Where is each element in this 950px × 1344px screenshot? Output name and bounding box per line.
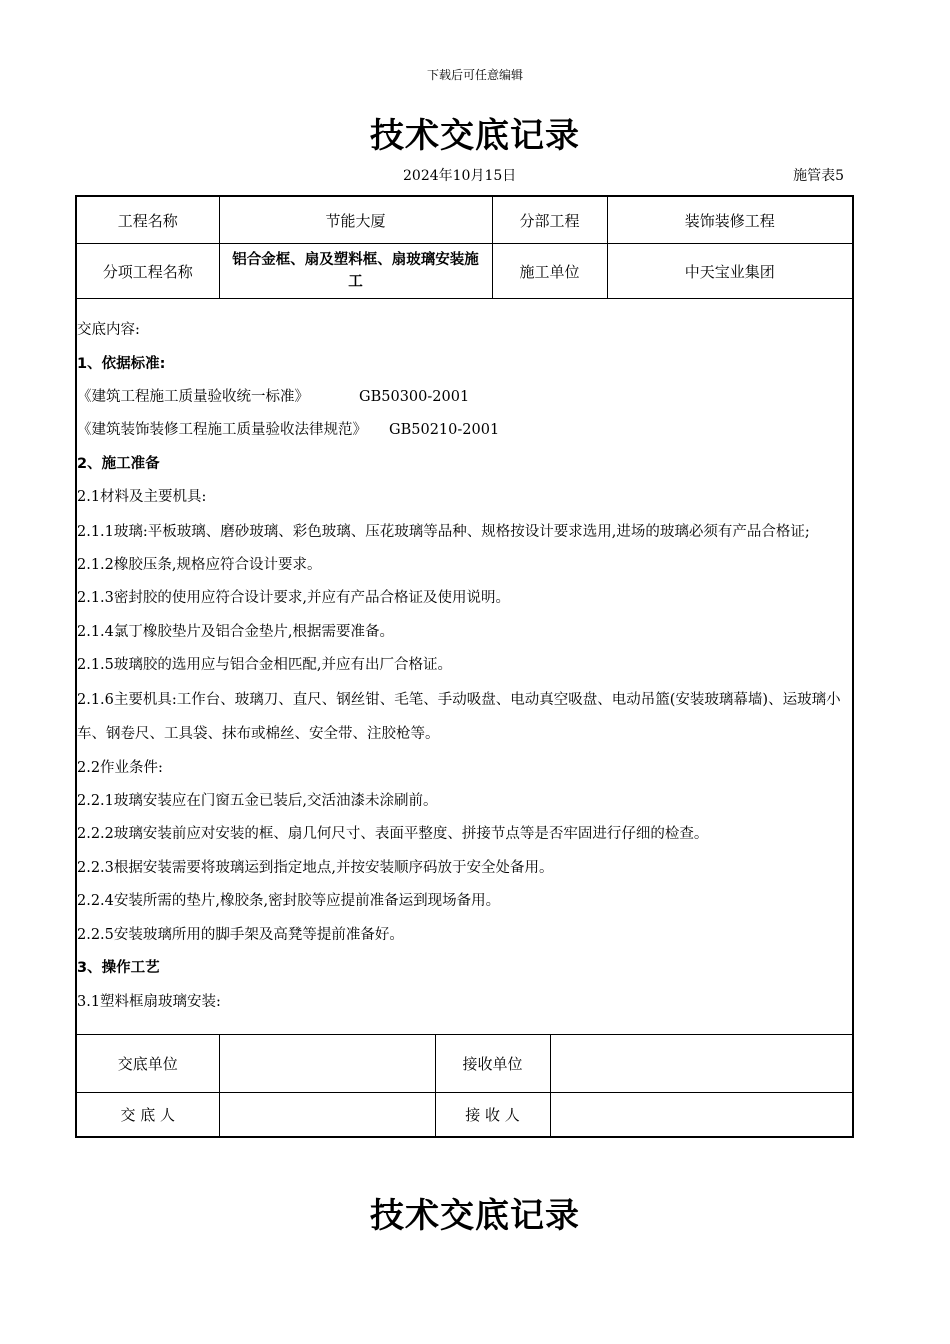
handover-content	[76, 299, 853, 1035]
document-date: 2024年10月15日	[403, 168, 517, 184]
standard-item-2	[77, 414, 852, 447]
division-label-text: 分部工程	[519, 211, 580, 230]
handover-person-label: 交 底 人	[76, 1093, 219, 1138]
standard-code: GB50300-2001	[359, 388, 470, 405]
paragraph: 2.2.2玻璃安装前应对安装的框、扇几何尺寸、表面平整度、拼接节点等是否牢固进行仔细的检查。	[77, 826, 709, 843]
receiver-person-value[interactable]	[550, 1093, 853, 1138]
standard-code: GB50210-2001	[389, 422, 500, 439]
project-name-label: 工程名称	[76, 196, 219, 244]
paragraph: 2.2.4安装所需的垫片,橡胶条,密封胶等应提前准备运到现场备用。	[77, 893, 501, 910]
document-title: 技术交底记录	[370, 116, 580, 156]
section-heading-1: 1、依据标准:	[77, 355, 166, 372]
form-number: 施管表5	[793, 168, 844, 184]
receiver-person-label: 接 收 人	[435, 1093, 550, 1138]
paragraph: 2.2作业条件:	[77, 759, 163, 776]
paragraph: 2.2.3根据安装需要将玻璃运到指定地点,并按安装顺序码放于安全处备用。	[77, 859, 554, 876]
division-label-cell	[492, 196, 607, 244]
subitem-value: 铝合金框、扇及塑料框、扇玻璃安装施工	[219, 244, 492, 299]
contractor-label: 施工单位	[492, 244, 607, 299]
paragraph: 2.1材料及主要机具:	[77, 489, 207, 506]
section-heading-2: 2、施工准备	[77, 455, 160, 472]
standard-name: 《建筑装饰装修工程施工质量验收法律规范》	[77, 422, 367, 439]
paragraph: 2.1.1玻璃:平板玻璃、磨砂玻璃、彩色玻璃、压花玻璃等品种、规格按设计要求选用,进场的玻璃必须有产品合格证;	[77, 523, 810, 540]
content-intro: 交底内容:	[77, 322, 140, 339]
receiver-unit-value[interactable]	[550, 1035, 853, 1093]
division-value: 装饰装修工程	[607, 196, 853, 244]
handover-person-value[interactable]	[219, 1093, 435, 1138]
contractor-value: 中天宝业集团	[607, 244, 853, 299]
date-line	[76, 165, 852, 185]
section-heading-3: 3、操作工艺	[77, 960, 160, 977]
paragraph: 2.1.4氯丁橡胶垫片及铝合金垫片,根据需要准备。	[77, 623, 395, 640]
receiver-unit-label: 接收单位	[435, 1035, 550, 1093]
next-page-title: 技术交底记录	[370, 1196, 580, 1236]
standard-name: 《建筑工程施工质量验收统一标准》	[77, 388, 309, 405]
paragraph: 2.1.3密封胶的使用应符合设计要求,并应有产品合格证及使用说明。	[77, 590, 511, 607]
standard-item-1	[77, 381, 852, 414]
paragraph: 2.2.1玻璃安装应在门窗五金已装后,交活油漆未涂刷前。	[77, 793, 438, 810]
handover-unit-value[interactable]	[219, 1035, 435, 1093]
paragraph: 2.1.6主要机具:工作台、玻璃刀、直尺、钢丝钳、毛笔、手动吸盘、电动真空吸盘、电动吊篮(安装玻璃幕墙)、运玻璃小车、钢卷尺、工具袋、抹布或棉丝、安全带、注胶枪等。	[77, 691, 841, 743]
paragraph: 2.2.5安装玻璃所用的脚手架及高凳等提前准备好。	[77, 926, 404, 943]
handover-record-table	[75, 195, 854, 1138]
paragraph: 2.1.2橡胶压条,规格应符合设计要求。	[77, 557, 322, 574]
paragraph: 3.1塑料框扇玻璃安装:	[77, 993, 221, 1010]
subitem-label: 分项工程名称	[76, 244, 219, 299]
handover-unit-label: 交底单位	[76, 1035, 219, 1093]
top-note: 下载后可任意编辑	[426, 68, 523, 82]
paragraph: 2.1.5玻璃胶的选用应与铝合金相匹配,并应有出厂合格证。	[77, 657, 453, 674]
project-name-value: 节能大厦	[219, 196, 492, 244]
